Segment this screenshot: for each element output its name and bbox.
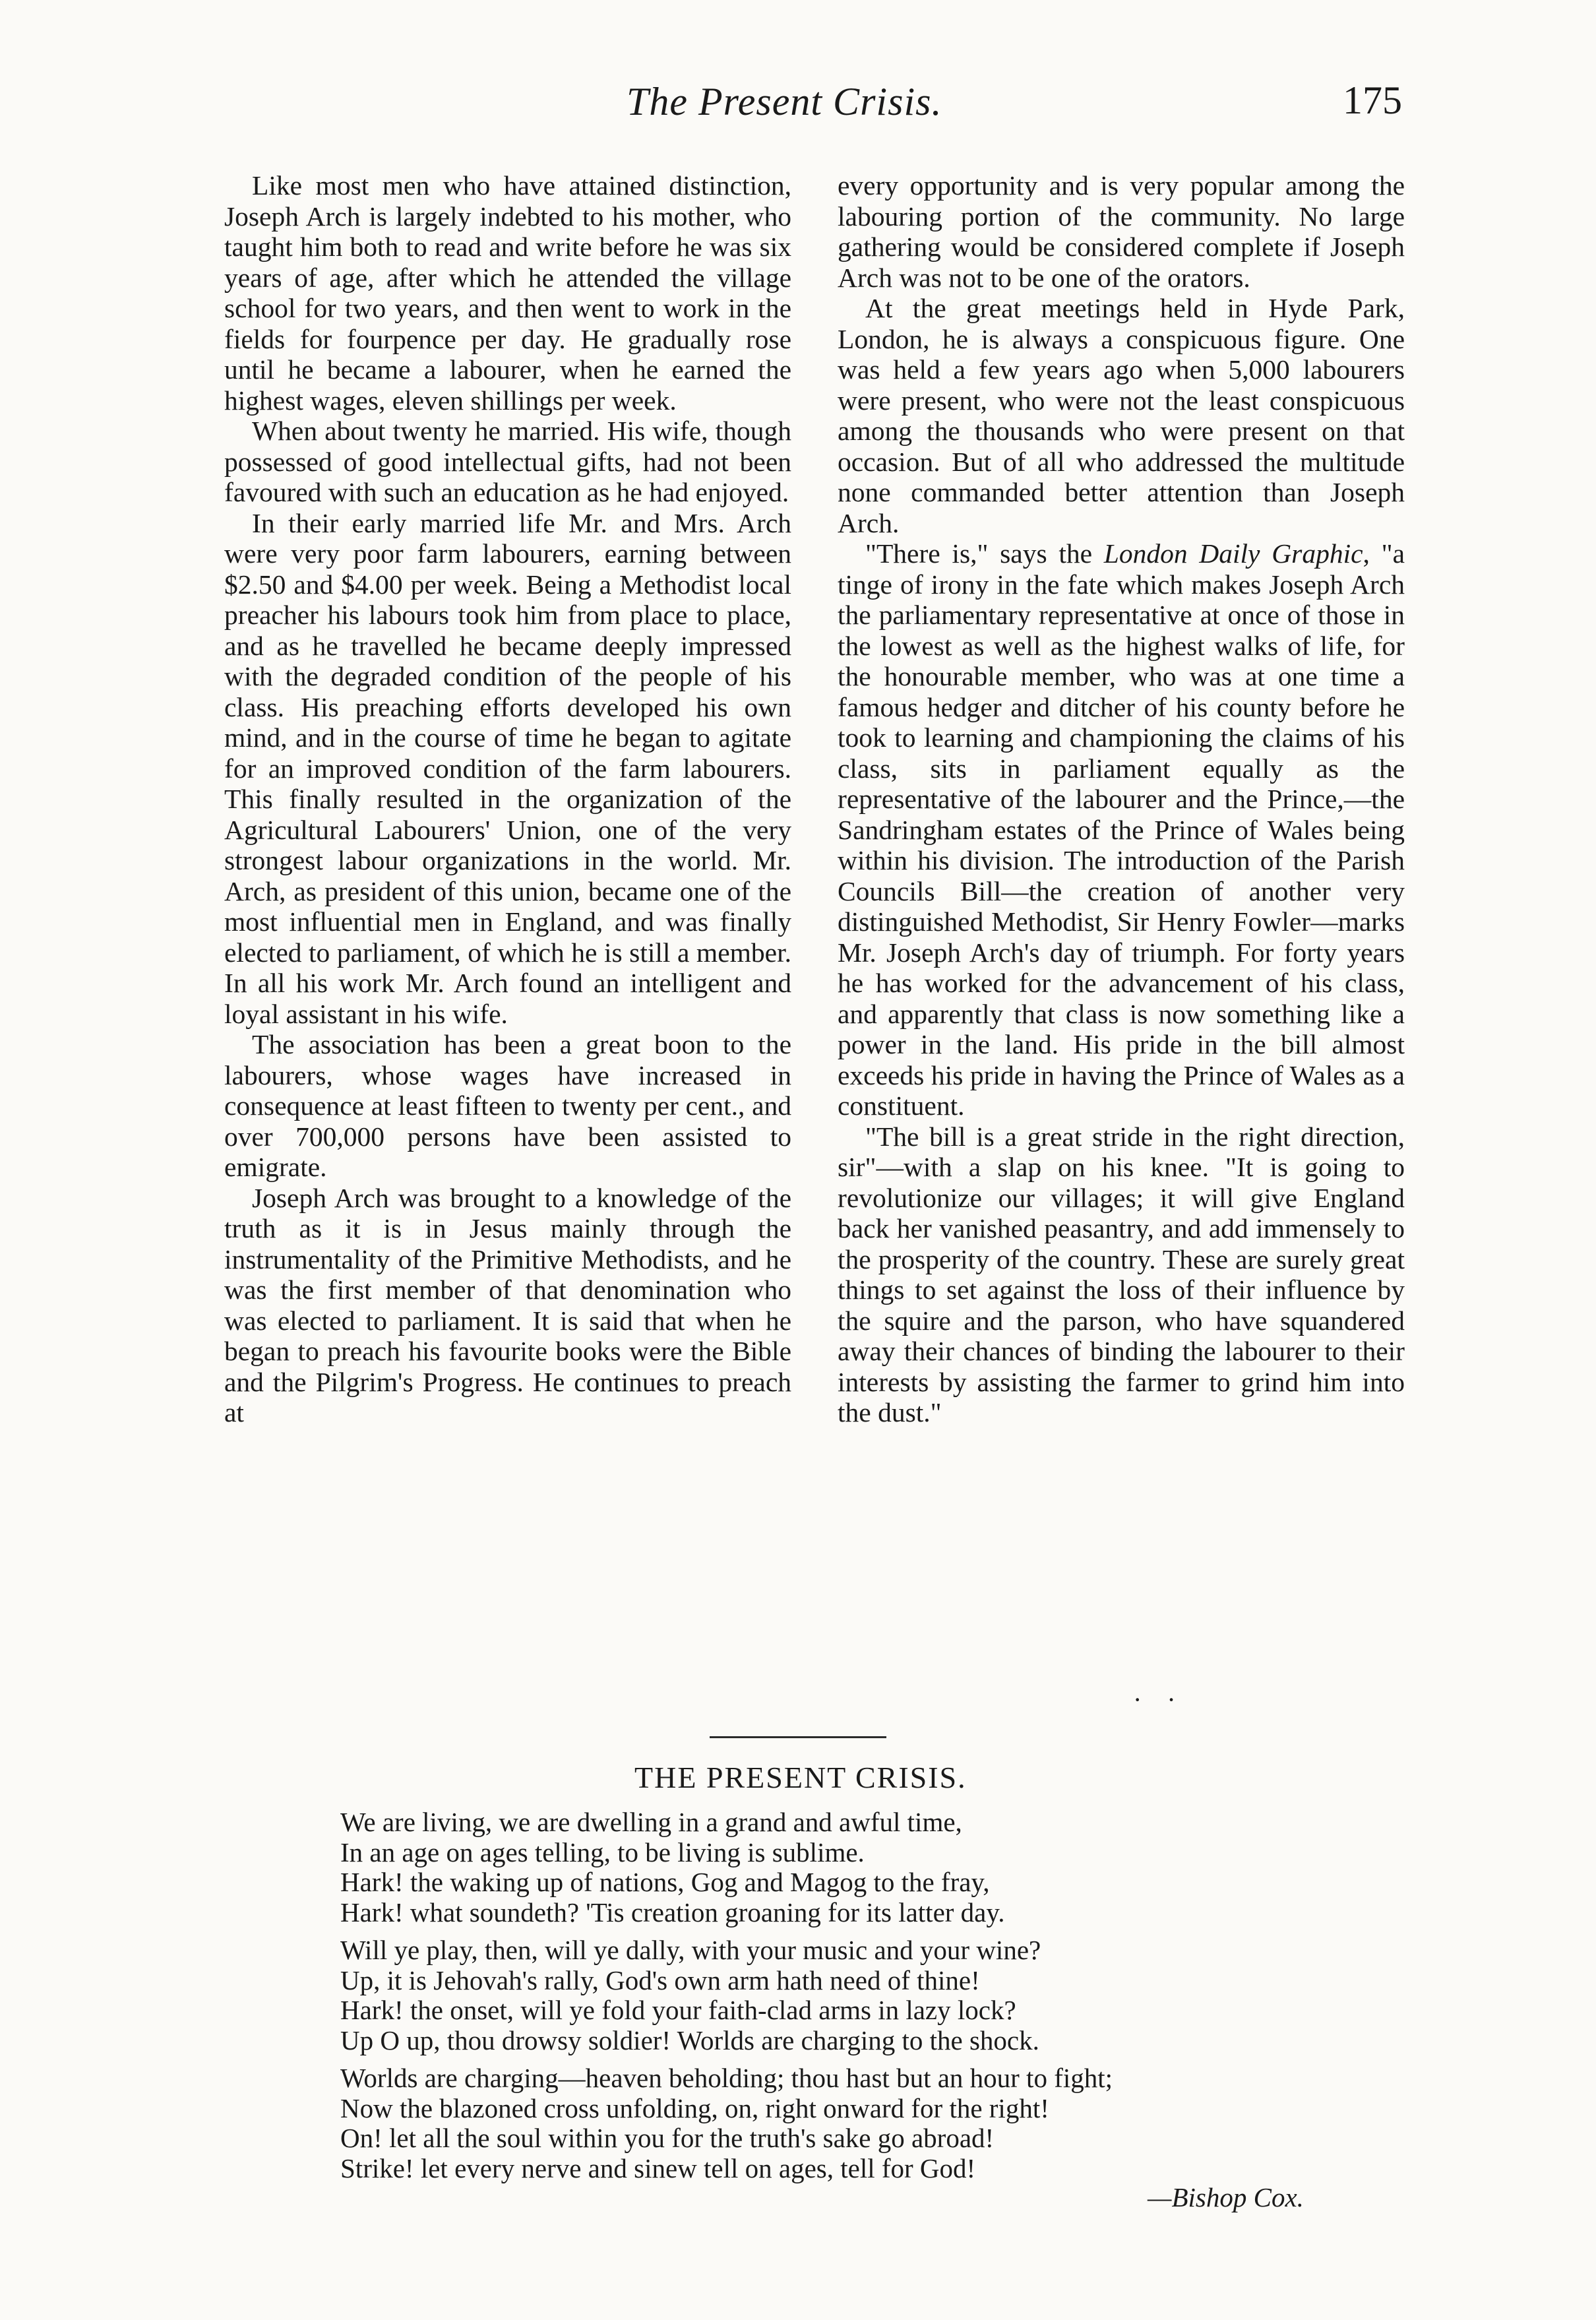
- paragraph: When about twenty he married. His wife, though possessed of good intellectual gifts, had not been favoured with such an education as he had enjoyed.: [224, 416, 791, 507]
- quote-intro: "There is," says the: [865, 538, 1104, 569]
- poem-line: We are living, we are dwelling in a grand and awful time,: [340, 1807, 962, 1837]
- poem-title: THE PRESENT CRISIS.: [634, 1761, 967, 1794]
- poem-line: Hark! the waking up of nations, Gog and Magog to the fray,: [340, 1867, 990, 1897]
- running-title: The Present Crisis.: [627, 80, 942, 123]
- paragraph: The association has been a great boon to the labourers, whose wages have increased in consequence at least fifteen to twenty per cent., and over 700,000 persons have been assisted to emigrate.: [224, 1029, 791, 1182]
- poem-attribution: —Bishop Cox.: [1148, 2182, 1304, 2212]
- paragraph: Like most men who have attained distinction, Joseph Arch is largely indebted to his mother, who taught him both to read and write before he was six years of age, after which he attended the village school for two years, and then went to work in the fields for fourpence per day. He gradually rose until he became a labourer, when he earned the highest wages, eleven shillings per week.: [224, 170, 791, 416]
- poem-line: Now the blazoned cross unfolding, on, right onward for the right!: [340, 2092, 1049, 2123]
- paragraph: "The bill is a great stride in the right direction, sir"—with a slap on his knee. "It is going to revolutionize our villages; it will give England back her vanished peasantry, and add immensely to the prosperity of the country. These are surely great things to set against the loss of their influence by the squire and the parson, who have squandered away their chances of binding the labourer to their interests by assisting the farmer to grind him into the dust.": [838, 1121, 1405, 1427]
- poem-line: On! let all the soul within you for the truth's sake go abroad!: [340, 2123, 995, 2153]
- paragraph-continuation: every opportunity and is very popular among the labouring portion of the community. No large gathering would be considered complete if Joseph Arch was not to be one of the orators.: [838, 170, 1405, 293]
- left-column: [224, 170, 791, 1428]
- poem-line: Strike! let every nerve and sinew tell on ages, tell for God!: [340, 2152, 976, 2183]
- poem-line: In an age on ages telling, to be living is sublime.: [340, 1836, 865, 1867]
- stanza: [340, 1935, 1349, 2055]
- poem-line: Hark! what soundeth? 'Tis creation groaning for its latter day.: [340, 1897, 1005, 1928]
- section-divider: [710, 1736, 886, 1738]
- quote-body: , "a tinge of irony in the fate which makes Joseph Arch the parliamentary representative at once of those in the lowest as well as the highest walks of life, for the honourable member, who was at one time a famous hedger and ditcher of his county before he took to learning and championing the claims of his class, sits in parliament equally as the representative of the labourer and the Prince,—the Sandringham estates of the Prince of Wales being within his division. The introduction of the Parish Councils Bill—the creation of another very distinguished Methodist, Sir Henry Fowler—marks Mr. Joseph Arch's day of triumph. For forty years he has worked for the advancement of his class, and apparently that class is now something like a power in the land. His pride in the bill almost exceeds his pride in having the Prince of Wales as a constituent.: [838, 538, 1405, 1121]
- poem-line: Will ye play, then, will ye dally, with your music and your wine?: [340, 1935, 1041, 1965]
- quote-paragraph: [838, 538, 1405, 1121]
- poem-line: Up O up, thou drowsy soldier! Worlds are charging to the shock.: [340, 2024, 1039, 2055]
- quote-source: London Daily Graphic: [1103, 538, 1363, 569]
- poem-line: Up, it is Jehovah's rally, God's own arm hath need of thine!: [340, 1964, 980, 1995]
- paragraph: Joseph Arch was brought to a knowledge of the truth as it is in Jesus mainly through the instrumentality of the Primitive Methodists, and he was the first member of that denomination who was elected to parliament. It is said that when he began to preach his favourite books were the Bible and the Pilgrim's Progress. He continues to preach at: [224, 1182, 791, 1427]
- ornament-dots: ··: [1133, 1685, 1201, 1714]
- paragraph: In their early married life Mr. and Mrs. Arch were very poor farm labourers, earning between $2.50 and $4.00 per week. Being a Methodist local preacher his labours took him from place to place, and as he travelled he became deeply impressed with the degraded condition of the people of his class. His preaching efforts developed his own mind, and in the course of time he began to agitate for an improved condition of the farm labourers. This finally resulted in the organization of the Agricultural Labourers' Union, one of the very strongest labour organizations in the world. Mr. Arch, as president of this union, became one of the most influential men in England, and was finally elected to parliament, of which he is still a member. In all his work Mr. Arch found an intelligent and loyal assistant in his wife.: [224, 507, 791, 1029]
- right-column: [838, 170, 1405, 1428]
- stanza: [340, 1807, 1349, 1928]
- poem: [340, 1807, 1349, 2191]
- poem-line: Worlds are charging—heaven beholding; thou hast but an hour to fight;: [340, 2063, 1113, 2093]
- poem-line: Hark! the onset, will ye fold your faith-clad arms in lazy lock?: [340, 1995, 1016, 2025]
- stanza: [340, 2063, 1349, 2183]
- page-number: 175: [1343, 78, 1402, 122]
- paragraph: At the great meetings held in Hyde Park, London, he is always a conspicuous figure. One was held a few years ago when 5,000 labourers were present, who were not the least conspicuous among the thousands who were present on that occasion. But of all who addressed the multitude none commanded better attention than Joseph Arch.: [838, 293, 1405, 538]
